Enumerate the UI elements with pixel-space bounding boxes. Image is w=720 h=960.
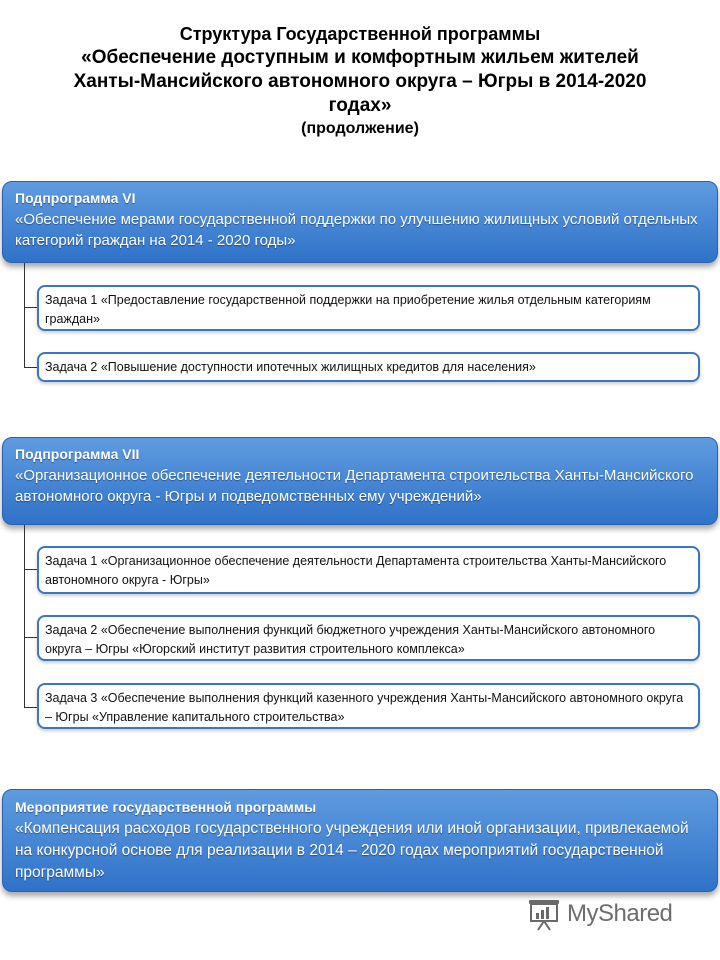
title-continuation: (продолжение) [301, 120, 419, 137]
myshared-logo [527, 896, 672, 932]
subprogram-7-task-2 [37, 615, 700, 661]
title-line-3: Ханты-Мансийского автономного округа – Югры в 2014-2020 [73, 71, 647, 92]
subprogram-6-box [2, 181, 718, 263]
subprogram-7-box [2, 437, 718, 525]
task-text: Задача 2 «Повышение доступности ипотечных жилищных кредитов для населения» [45, 360, 536, 374]
subprogram-6-task-1 [37, 285, 700, 331]
title-line-2: «Обеспечение доступным и комфортным жильем жителей [81, 47, 639, 68]
subprogram-6-heading: Подпрограмма VI [15, 190, 136, 206]
subprogram-7-task-3 [37, 683, 700, 729]
title-line-1: Структура Государственной программы [179, 24, 541, 44]
measure-text: «Компенсация расходов государственного учреждения или иной организации, привлекаемой на конкурсной основе для реализации в 2014 – 2020 годах мероприятий государственной программы» [15, 820, 689, 881]
measure-box [2, 789, 718, 892]
subprogram-7-task-1 [37, 546, 700, 594]
tree-branch [24, 367, 37, 368]
measure-heading: Мероприятие государственной программы [15, 799, 317, 815]
task-text: Задача 1 «Организационное обеспечение деятельности Департамента строительства Ханты-Мансийского автономного округа - Югры» [45, 554, 667, 587]
subprogram-7-text: «Организационное обеспечение деятельности Департамента строительства Ханты-Мансийского автономного округа - Югры и подведомственных ему учреждений» [15, 467, 694, 505]
tree-connector [24, 263, 25, 368]
task-text: Задача 3 «Обеспечение выполнения функций казенного учреждения Ханты-Мансийского автономного округа – Югры «Управление капитального строительства» [45, 691, 684, 724]
logo-text: MyShared [567, 900, 673, 927]
tree-branch [24, 569, 37, 570]
tree-connector [24, 525, 25, 708]
tree-branch [24, 707, 37, 708]
title-line-4: годах» [328, 95, 392, 116]
task-text: Задача 1 «Предоставление государственной поддержки на приобретение жилья отдельным категориям граждан» [45, 293, 651, 326]
task-text: Задача 2 «Обеспечение выполнения функций бюджетного учреждения Ханты-Мансийского автономного округа – Югры «Югорский институт развития строительного комплекса» [45, 623, 656, 656]
subprogram-6-text: «Обеспечение мерами государственной поддержки по улучшению жилищных условий отдельных категорий граждан на 2014 - 2020 годы» [15, 211, 698, 249]
subprogram-7-heading: Подпрограмма VII [15, 446, 140, 462]
presentation-board-icon [527, 897, 561, 931]
page-title [0, 22, 720, 140]
tree-branch [24, 637, 37, 638]
tree-branch [24, 307, 37, 308]
subprogram-6-task-2 [37, 352, 700, 382]
